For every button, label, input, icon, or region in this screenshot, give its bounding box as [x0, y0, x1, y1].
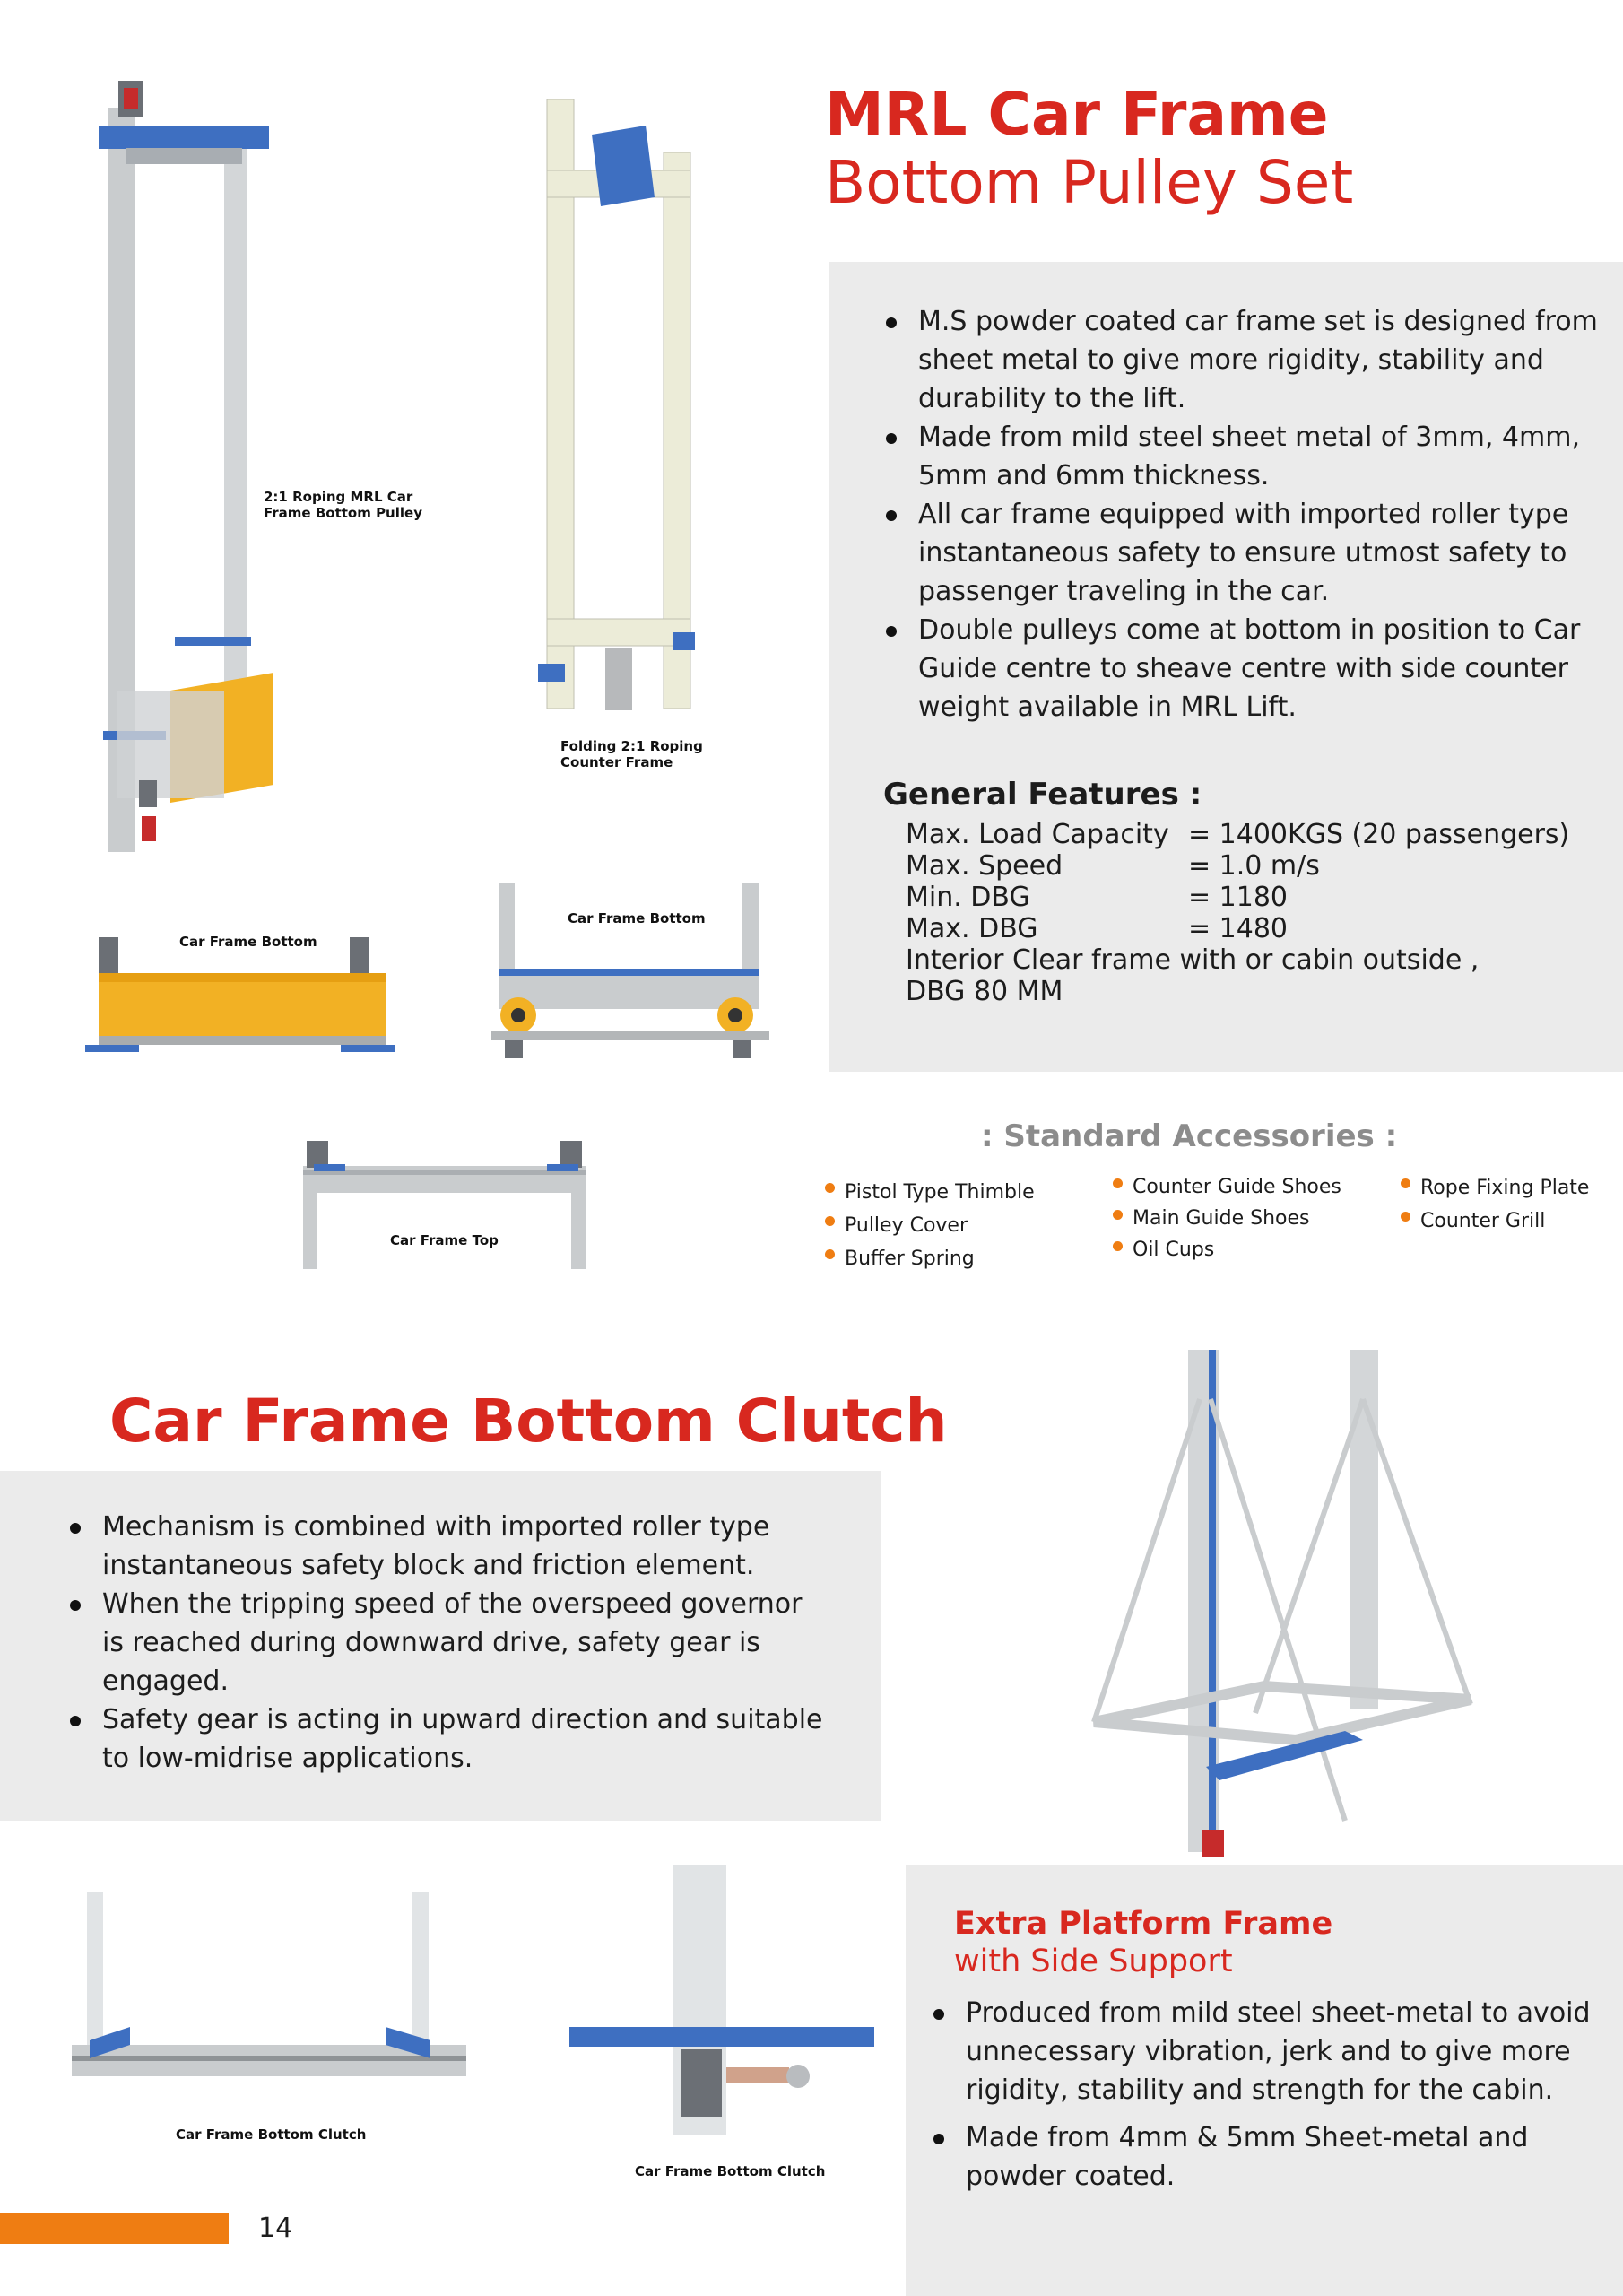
accessory-item: Counter Guide Shoes: [1133, 1171, 1341, 1203]
clutch-caption-right: Car Frame Bottom Clutch: [635, 2163, 826, 2179]
section3-bullet-1: Produced from mild steel sheet-metal to avoid unnecessary vibration, jerk and to give more rigidity, stability and strength for the cabin.: [966, 1994, 1611, 2109]
section2-bullet-1: Mechanism is combined with imported roller type instantaneous safety block and friction element.: [102, 1508, 829, 1585]
feature-value: = 1.0 m/s: [1188, 850, 1320, 882]
accessory-item: Counter Grill: [1420, 1205, 1589, 1238]
car-frame-bottom-caption-left: Car Frame Bottom: [179, 934, 317, 950]
extra-platform-frame-image: [1076, 1345, 1480, 1866]
accessories-col2: [1133, 1171, 1341, 1265]
accessory-item: Main Guide Shoes: [1133, 1203, 1341, 1234]
footer-accent-bar: [0, 2213, 229, 2244]
section1-title-line1: MRL Car Frame: [825, 80, 1329, 149]
feature-value: = 1480: [1188, 913, 1289, 944]
feature-label: Max. Load Capacity: [906, 819, 1169, 850]
feature-row: [906, 850, 1605, 882]
feature-value: = 1400KGS (20 passengers): [1188, 819, 1570, 850]
section2-bullet-list: [102, 1508, 829, 1778]
accessory-item: Oil Cups: [1133, 1234, 1341, 1265]
section2-title: Car Frame Bottom Clutch: [109, 1387, 948, 1456]
accessories-heading: : Standard Accessories :: [981, 1118, 1398, 1154]
section3-title-line2: with Side Support: [954, 1944, 1233, 1979]
feature-label: Max. DBG: [906, 913, 1038, 944]
general-features-heading: General Features :: [883, 777, 1202, 813]
car-frame-top-caption: Car Frame Top: [390, 1232, 499, 1248]
section3-bullet-2: Made from 4mm & 5mm Sheet-metal and powder coated.: [966, 2118, 1611, 2196]
section1-bullet-list: [918, 302, 1600, 726]
car-frame-bottom-pulley-image: [491, 883, 769, 1072]
section2-bullet-3: Safety gear is acting in upward direction and suitable to low-midrise applications.: [102, 1700, 829, 1778]
page-number: 14: [258, 2213, 293, 2244]
car-frame-bottom-caption-right: Car Frame Bottom: [568, 910, 706, 926]
section1-bullet-1: M.S powder coated car frame set is designed from sheet metal to give more rigidity, stability and durability to the lift.: [918, 302, 1600, 418]
folding-caption: Folding 2:1 Roping Counter Frame: [560, 738, 703, 770]
feature-row: [906, 882, 1605, 913]
accessory-item: Pistol Type Thimble: [845, 1176, 1035, 1209]
car-frame-bottom-yellow-image: [81, 924, 404, 1067]
section1-bullet-4: Double pulleys come at bottom in position to Car Guide centre to sheave centre with side counter weight available in MRL Lift.: [918, 611, 1600, 726]
section3-title-line1: Extra Platform Frame: [954, 1906, 1333, 1942]
feature-row: [906, 819, 1605, 850]
accessories-col1: [845, 1176, 1035, 1275]
accessory-item: Rope Fixing Plate: [1420, 1171, 1589, 1205]
clutch-caption-left: Car Frame Bottom Clutch: [176, 2126, 367, 2143]
accessories-col3: [1420, 1171, 1589, 1238]
car-frame-bottom-clutch-image-left: [67, 1883, 471, 2099]
folding-counter-frame-image: [538, 99, 699, 726]
section3-bullet-list: [966, 1994, 1611, 2196]
features-note-line1: Interior Clear frame with or cabin outside ,: [906, 944, 1480, 976]
feature-label: Min. DBG: [906, 882, 1030, 913]
accessory-item: Pulley Cover: [845, 1209, 1035, 1242]
feature-label: Max. Speed: [906, 850, 1063, 882]
section1-title-line2: Bottom Pulley Set: [825, 148, 1354, 217]
feature-value: = 1180: [1188, 882, 1289, 913]
section1-bullet-2: Made from mild steel sheet metal of 3mm, 4mm, 5mm and 6mm thickness.: [918, 418, 1600, 495]
mrl-car-frame-image: [90, 72, 287, 852]
accessory-item: Buffer Spring: [845, 1242, 1035, 1275]
general-features-list: [906, 819, 1605, 1007]
section2-bullet-2: When the tripping speed of the overspeed governor is reached during downward drive, safety gear is engaged.: [102, 1585, 829, 1700]
car-frame-bottom-clutch-image-right: [569, 1866, 879, 2144]
section1-bullet-3: All car frame equipped with imported roller type instantaneous safety to ensure utmost safety to passenger traveling in the car.: [918, 495, 1600, 611]
feature-row: [906, 913, 1605, 944]
features-note-line2: DBG 80 MM: [906, 976, 1063, 1007]
roping-caption: 2:1 Roping MRL Car Frame Bottom Pulley: [264, 489, 422, 521]
